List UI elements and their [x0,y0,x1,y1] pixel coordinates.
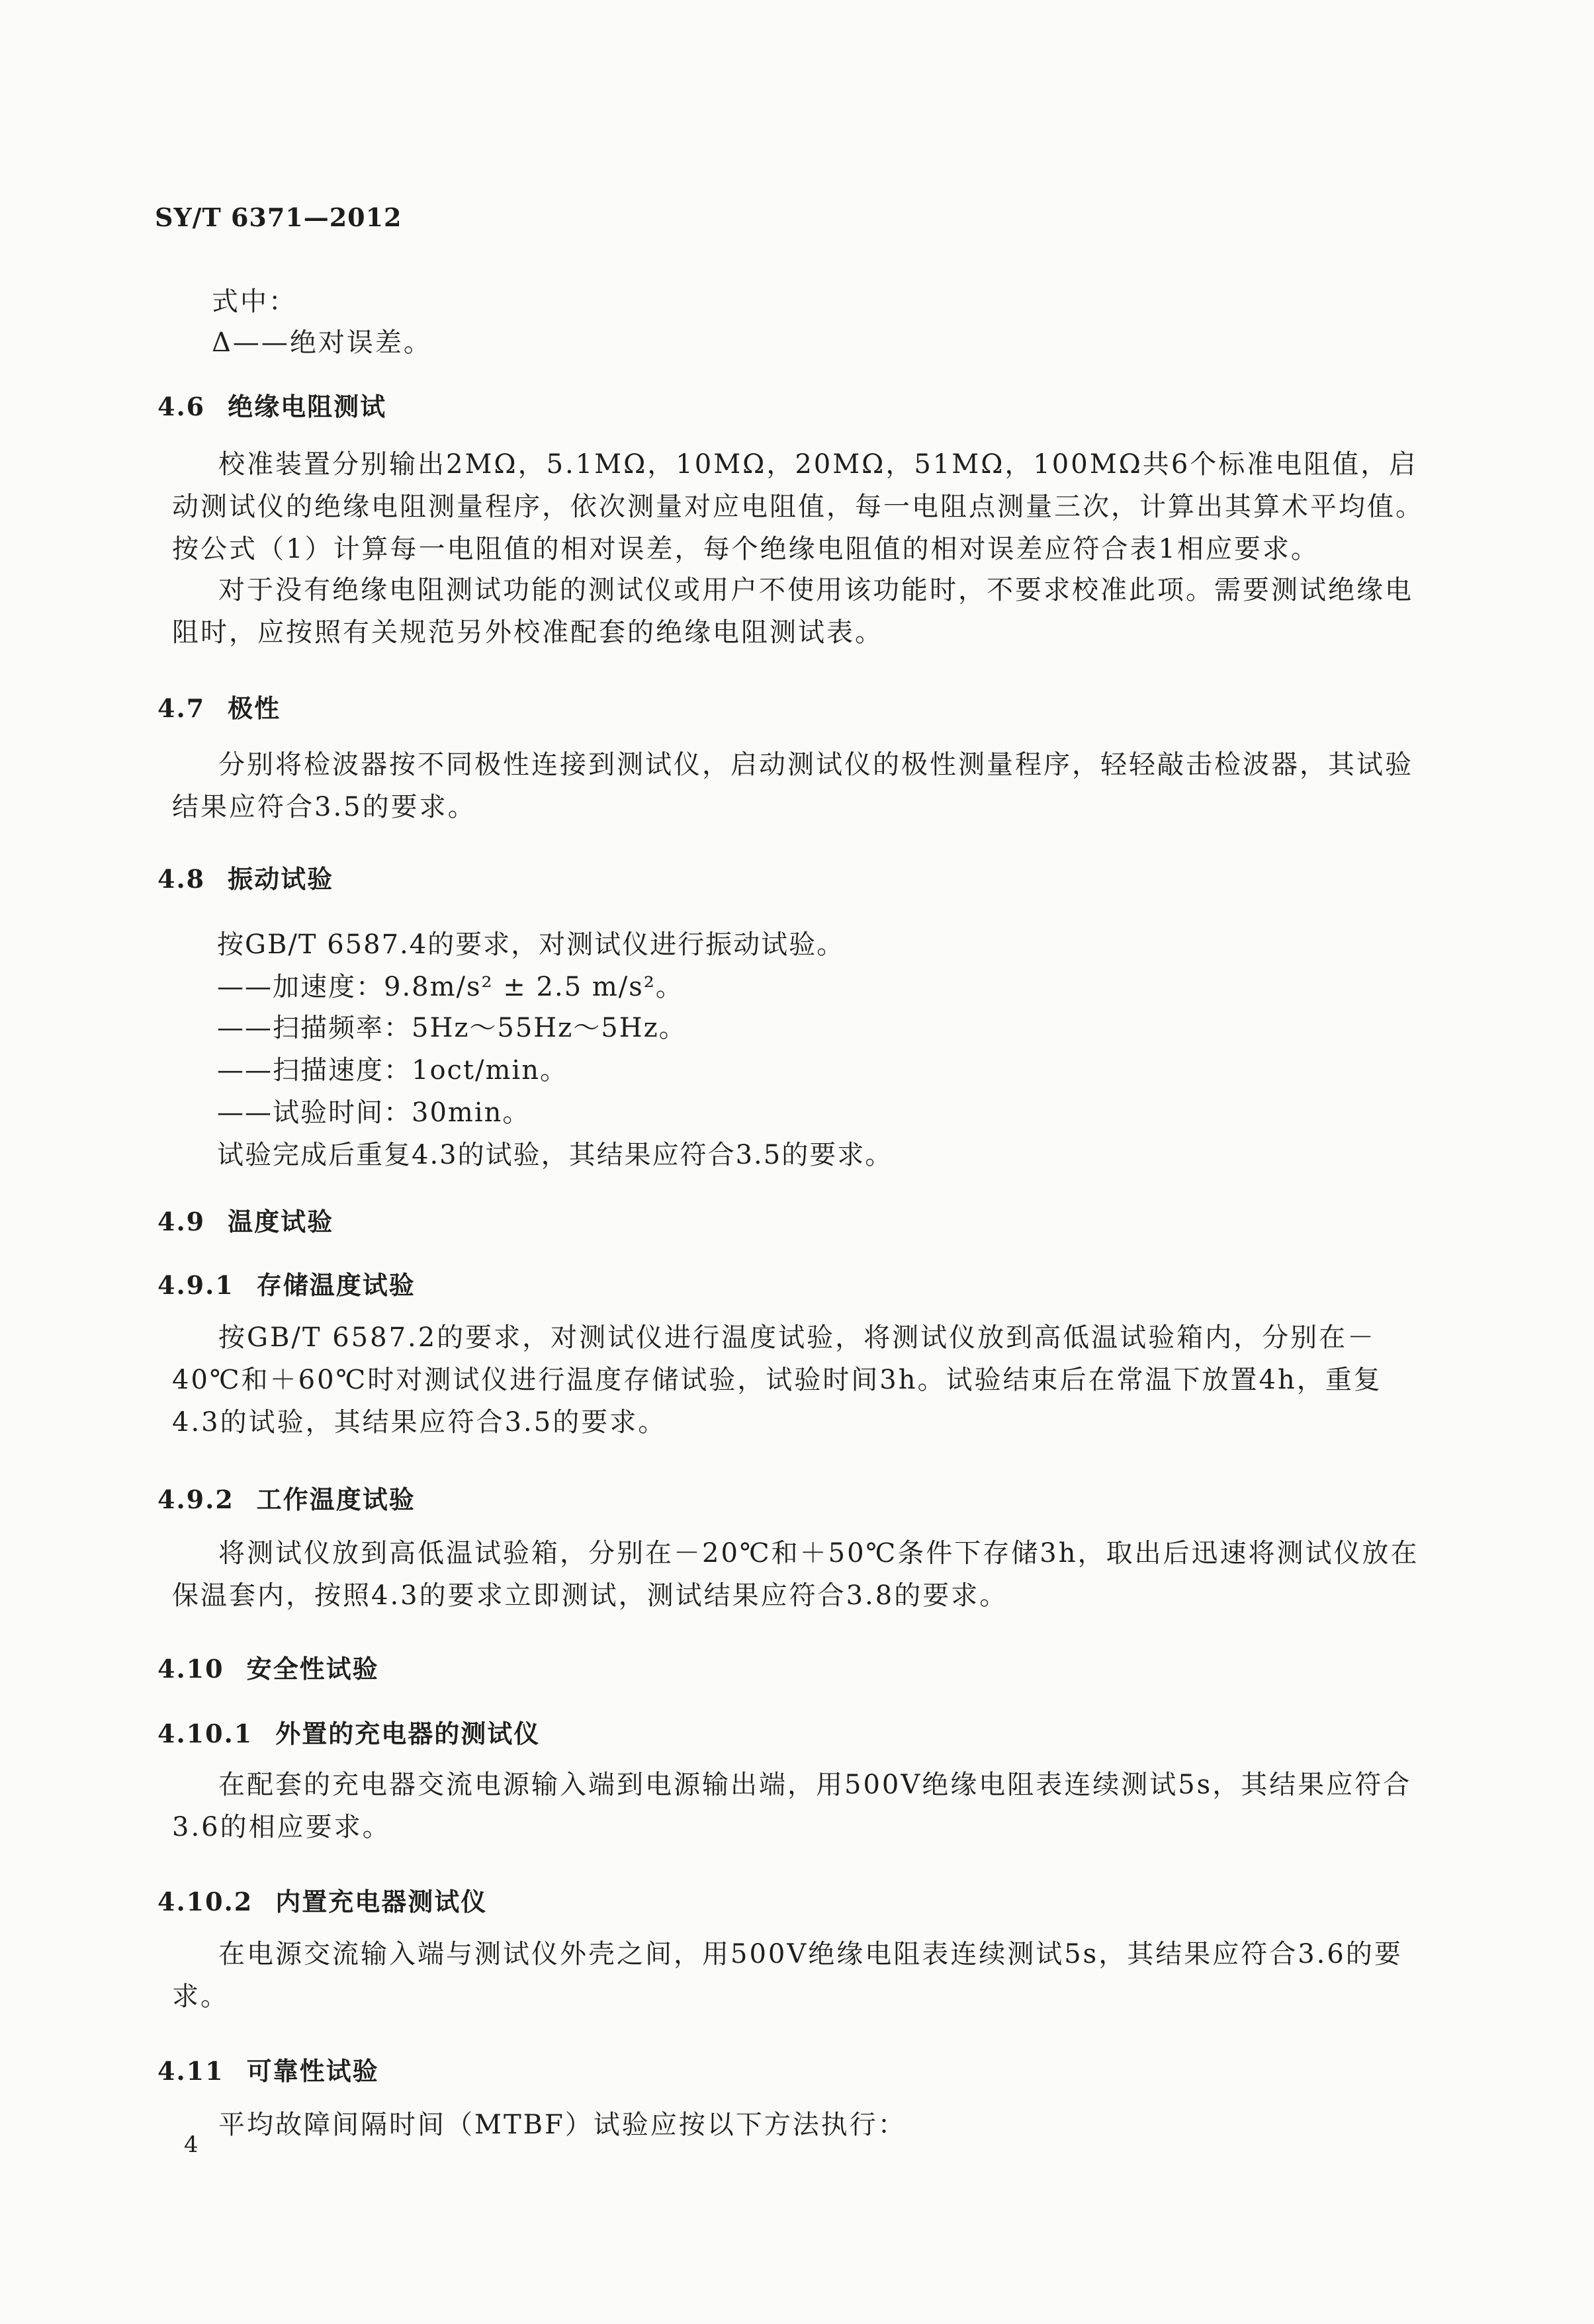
section-4-6-paragraph-1: 校准装置分别输出2MΩ，5.1MΩ，10MΩ，20MΩ，51MΩ，100MΩ共6个标准电阻值，启动测试仪的绝缘电阻测量程序，依次测量对应电阻值，每一电阻点测量三次，计算出其算术平均值。按公式（1）计算每一电阻值的相对误差，每个绝缘电阻值的相对误差应符合表1相应要求。 [172,449,1424,564]
section-title: 内置充电器测试仪 [275,1887,488,1916]
section-number: 4.10.2 [157,1887,253,1916]
section-4-8-intro: 按GB/T 6587.4的要求，对测试仪进行振动试验。 [217,929,845,960]
section-4-10-heading [157,1649,379,1685]
section-4-9-2-paragraph: 将测试仪放到高低温试验箱，分别在－20℃和＋50℃条件下存储3h，取出后迅速将测试仪放在保温套内，按照4.3的要求立即测试，测试结果应符合3.8的要求。 [172,1538,1419,1611]
section-4-7-paragraph: 分别将检波器按不同极性连接到测试仪，启动测试仪的极性测量程序，轻轻敲击检波器，其试验结果应符合3.5的要求。 [172,750,1413,822]
section-4-10-1-paragraph: 在配套的充电器交流电源输入端到电源输出端，用500V绝缘电阻表连续测试5s，其结果应符合3.6的相应要求。 [172,1770,1412,1842]
standard-code: SY/T 6371—2012 [155,202,402,232]
section-title: 绝缘电阻测试 [228,392,387,421]
section-title: 存储温度试验 [256,1270,416,1300]
page-number: 4 [184,2131,199,2158]
section-4-9-heading [157,1201,333,1238]
formula-note-label: 式中： [212,286,297,317]
section-title: 振动试验 [228,864,334,894]
section-title: 温度试验 [228,1207,334,1236]
section-4-10-1-heading [157,1713,540,1750]
section-number: 4.9 [157,1207,206,1236]
list-item: ——加速度：9.8m/s² ± 2.5 m/s²。 [217,972,684,1002]
section-4-9-1-heading [157,1265,416,1301]
section-number: 4.9.1 [157,1270,234,1300]
section-number: 4.7 [157,693,206,723]
section-title: 极性 [228,693,281,723]
section-4-10-2-heading [157,1881,487,1918]
section-number: 4.10.1 [157,1719,253,1748]
section-4-8-heading [157,859,333,895]
section-4-11-paragraph: 平均故障间隔时间（MTBF）试验应按以下方法执行： [218,2110,907,2140]
section-4-9-1-paragraph: 按GB/T 6587.2的要求，对测试仪进行温度试验，将测试仪放到高低温试验箱内，分别在－40℃和＋60℃时对测试仪进行温度存储试验，试验时间3h。试验结束后在常温下放置4h，重复4.3的试验，其结果应符合3.5的要求。 [172,1322,1382,1438]
section-number: 4.9.2 [157,1485,234,1514]
section-title: 可靠性试验 [246,2056,379,2086]
section-number: 4.6 [157,392,206,421]
section-4-8-outro: 试验完成后重复4.3的试验，其结果应符合3.5的要求。 [217,1140,893,1170]
list-item: ——扫描频率：5Hz～55Hz～5Hz。 [217,1013,687,1043]
list-item: ——试验时间：30min。 [217,1097,531,1128]
section-title: 安全性试验 [246,1654,379,1684]
formula-note-delta: Δ——绝对误差。 [212,327,432,358]
section-number: 4.11 [157,2056,224,2086]
section-4-10-2-paragraph: 在电源交流输入端与测试仪外壳之间，用500V绝缘电阻表连续测试5s，其结果应符合3.6的要求。 [172,1939,1403,2012]
section-title: 外置的充电器的测试仪 [275,1719,541,1748]
section-4-6-paragraph-2: 对于没有绝缘电阻测试功能的测试仪或用户不使用该功能时，不要求校准此项。需要测试绝缘电阻时，应按照有关规范另外校准配套的绝缘电阻测试表。 [172,575,1413,648]
section-4-9-2-heading [157,1479,416,1516]
section-number: 4.8 [157,864,206,894]
section-4-6-heading [157,386,386,423]
section-4-7-heading [157,688,281,724]
section-number: 4.10 [157,1654,224,1684]
section-title: 工作温度试验 [256,1485,416,1514]
list-item: ——扫描速度：1oct/min。 [217,1055,568,1086]
section-4-11-heading [157,2051,379,2087]
